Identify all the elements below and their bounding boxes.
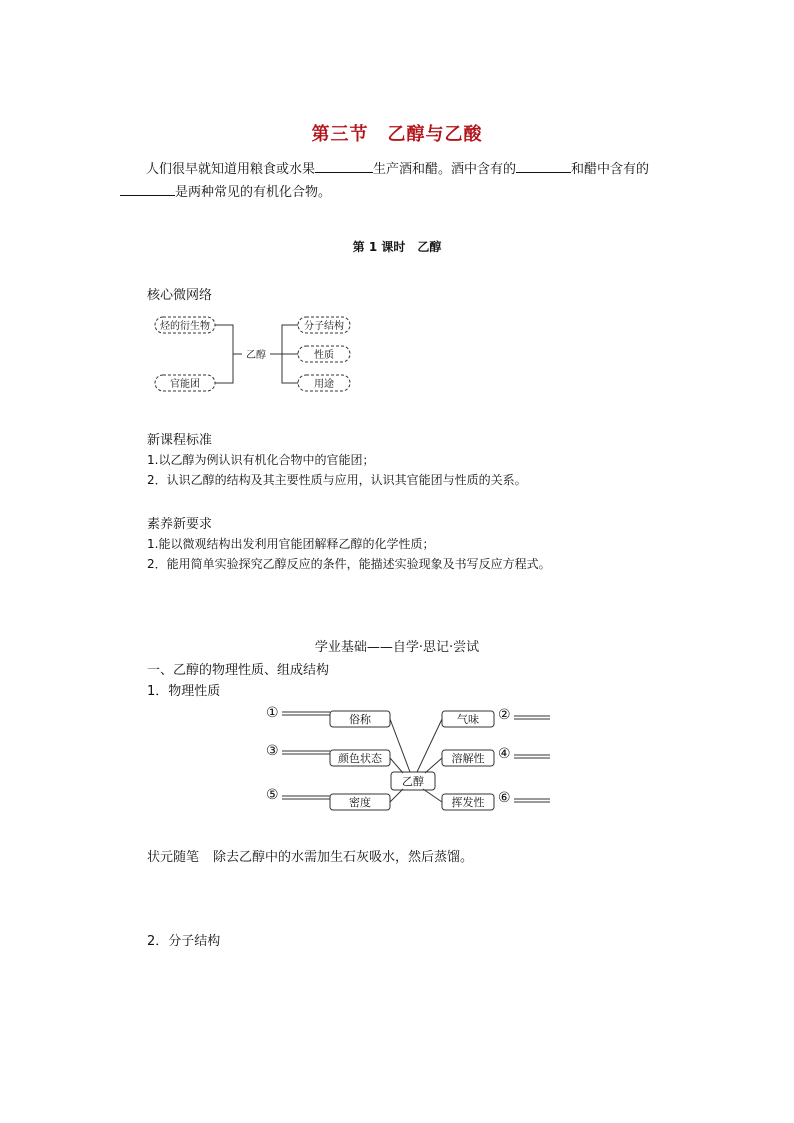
blank-number-2: ② — [498, 707, 511, 723]
requirements-heading: 素养新要求 — [147, 517, 213, 532]
network-heading: 核心微网络 — [147, 288, 213, 303]
label-color-state: 颜色状态 — [338, 752, 382, 765]
blank-number-5: ⑤ — [266, 787, 279, 803]
blank-number-6: ⑥ — [498, 790, 511, 806]
fill-blank-1[interactable] — [315, 158, 373, 173]
label-solubility: 溶解性 — [451, 752, 485, 765]
physical-properties-heading: 1．物理性质 — [147, 684, 221, 699]
standard-item: 1.以乙醇为例认识有机化合物中的官能团； — [147, 453, 375, 467]
section-heading: 学业基础——自学·思记·尝试 — [314, 640, 480, 655]
node-functional-group: 官能团 — [170, 379, 200, 390]
label-volatility: 挥发性 — [451, 796, 485, 809]
fill-blank-3[interactable] — [120, 181, 175, 196]
molecular-structure-heading: 2．分子结构 — [147, 934, 221, 949]
label-density: 密度 — [349, 796, 371, 809]
requirement-item: 1.能以微观结构出发利用官能团解释乙醇的化学性质； — [147, 537, 435, 551]
study-note — [147, 846, 473, 865]
standards-heading: 新课程标准 — [147, 433, 213, 448]
lesson-title: 第 1 课时 乙醇 — [352, 240, 442, 254]
intro-text-4: 是两种常见的有机化合物。 — [175, 185, 332, 200]
part1-heading: 一、乙醇的物理性质、组成结构 — [147, 663, 330, 678]
core-network-diagram — [150, 312, 360, 396]
label-odor: 气味 — [457, 713, 479, 726]
note-label: 状元随笔 — [147, 850, 200, 865]
requirement-item: 2．能用简单实验探究乙醇反应的条件，能描述实验现象及书写反应方程式。 — [147, 557, 551, 571]
fill-blank-2[interactable] — [516, 158, 571, 173]
physical-properties-diagram — [260, 700, 560, 818]
intro-text-2: 生产酒和醋。酒中含有的 — [373, 162, 517, 177]
blank-number-3: ③ — [266, 743, 279, 759]
blank-number-4: ④ — [498, 746, 511, 762]
page-title: 第三节 乙醇与乙酸 — [311, 124, 483, 145]
intro-text-3: 和醋中含有的 — [571, 162, 650, 177]
note-text: 除去乙醇中的水需加生石灰吸水，然后蒸馏。 — [213, 850, 474, 865]
node-derivative: 烃的衍生物 — [160, 321, 210, 332]
blank-number-1: ① — [266, 705, 279, 721]
node-ethanol: 乙醇 — [246, 350, 266, 361]
label-common-name: 俗称 — [349, 713, 371, 726]
left-bracket-line — [215, 325, 233, 383]
node-uses: 用途 — [314, 379, 334, 390]
node-properties: 性质 — [314, 350, 334, 361]
node-structure: 分子结构 — [304, 321, 344, 332]
standard-item: 2．认识乙醇的结构及其主要性质与应用，认识其官能团与性质的关系。 — [147, 473, 527, 487]
intro-paragraph — [120, 158, 680, 204]
intro-text-1: 人们很早就知道用粮食或水果 — [146, 162, 316, 177]
label-ethanol: 乙醇 — [402, 775, 424, 788]
